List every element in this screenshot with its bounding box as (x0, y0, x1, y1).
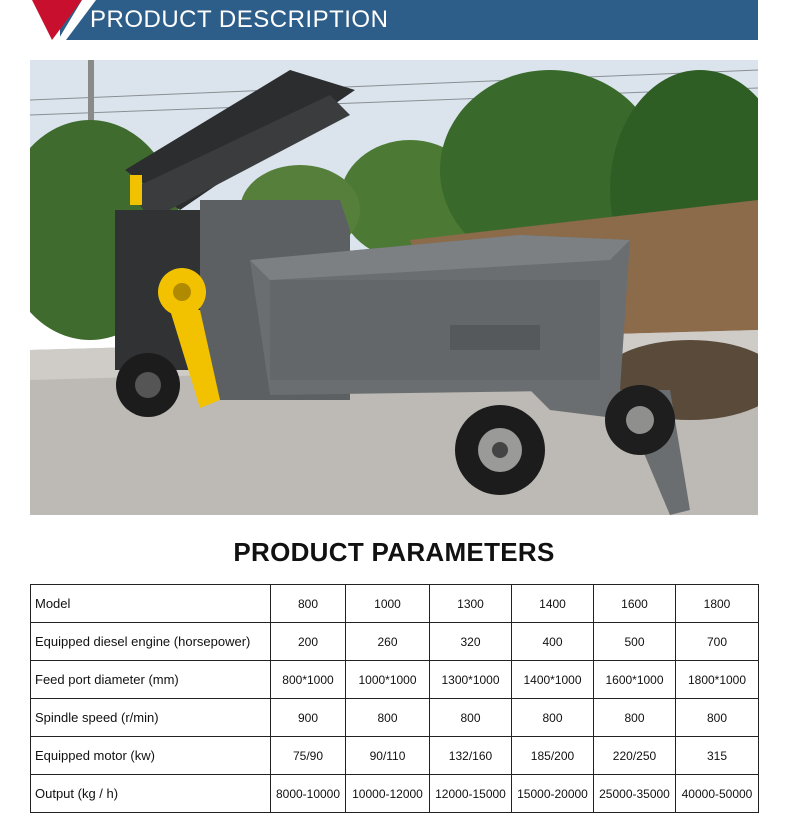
table-cell: 800 (430, 699, 512, 737)
table-cell: 800*1000 (271, 661, 346, 699)
table-cell: 315 (676, 737, 759, 775)
table-cell: 260 (346, 623, 430, 661)
table-row (31, 699, 759, 737)
section-title: PRODUCT PARAMETERS (233, 537, 555, 567)
table-cell: 800 (594, 699, 676, 737)
table-cell: 700 (676, 623, 759, 661)
table-cell: 220/250 (594, 737, 676, 775)
table-cell: 132/160 (430, 737, 512, 775)
row-label: Feed port diameter (mm) (31, 661, 271, 699)
table-cell: 800 (512, 699, 594, 737)
row-label: Equipped motor (kw) (31, 737, 271, 775)
table-cell: 1000 (346, 585, 430, 623)
product-photo (30, 60, 758, 515)
row-label: Spindle speed (r/min) (31, 699, 271, 737)
table-cell: 400 (512, 623, 594, 661)
table-cell: 1300*1000 (430, 661, 512, 699)
table-cell: 25000-35000 (594, 775, 676, 813)
table-row (31, 775, 759, 813)
wood-chipper-machine-image (30, 60, 758, 515)
table-cell: 500 (594, 623, 676, 661)
table-cell: 10000-12000 (346, 775, 430, 813)
table-cell: 8000-10000 (271, 775, 346, 813)
header-banner (0, 0, 788, 44)
table-cell: 185/200 (512, 737, 594, 775)
table-cell: 800 (676, 699, 759, 737)
table-cell: 800 (346, 699, 430, 737)
row-label: Equipped diesel engine (horsepower) (31, 623, 271, 661)
table-cell: 15000-20000 (512, 775, 594, 813)
row-label: Output (kg / h) (31, 775, 271, 813)
parameters-table (30, 584, 759, 813)
table-row (31, 737, 759, 775)
table-cell: 1800 (676, 585, 759, 623)
table-cell: 1600 (594, 585, 676, 623)
table-cell: 200 (271, 623, 346, 661)
table-cell: 900 (271, 699, 346, 737)
table-cell: 1600*1000 (594, 661, 676, 699)
page-title: PRODUCT DESCRIPTION (90, 6, 389, 33)
table-cell: 800 (271, 585, 346, 623)
table-row (31, 623, 759, 661)
table-cell: 1400*1000 (512, 661, 594, 699)
table-row (31, 585, 759, 623)
table-cell: 1300 (430, 585, 512, 623)
table-cell: 320 (430, 623, 512, 661)
table-cell: 1400 (512, 585, 594, 623)
row-label: Model (31, 585, 271, 623)
table-cell: 12000-15000 (430, 775, 512, 813)
table-row (31, 661, 759, 699)
table-cell: 1000*1000 (346, 661, 430, 699)
table-cell: 90/110 (346, 737, 430, 775)
table-cell: 1800*1000 (676, 661, 759, 699)
table-cell: 40000-50000 (676, 775, 759, 813)
table-cell: 75/90 (271, 737, 346, 775)
